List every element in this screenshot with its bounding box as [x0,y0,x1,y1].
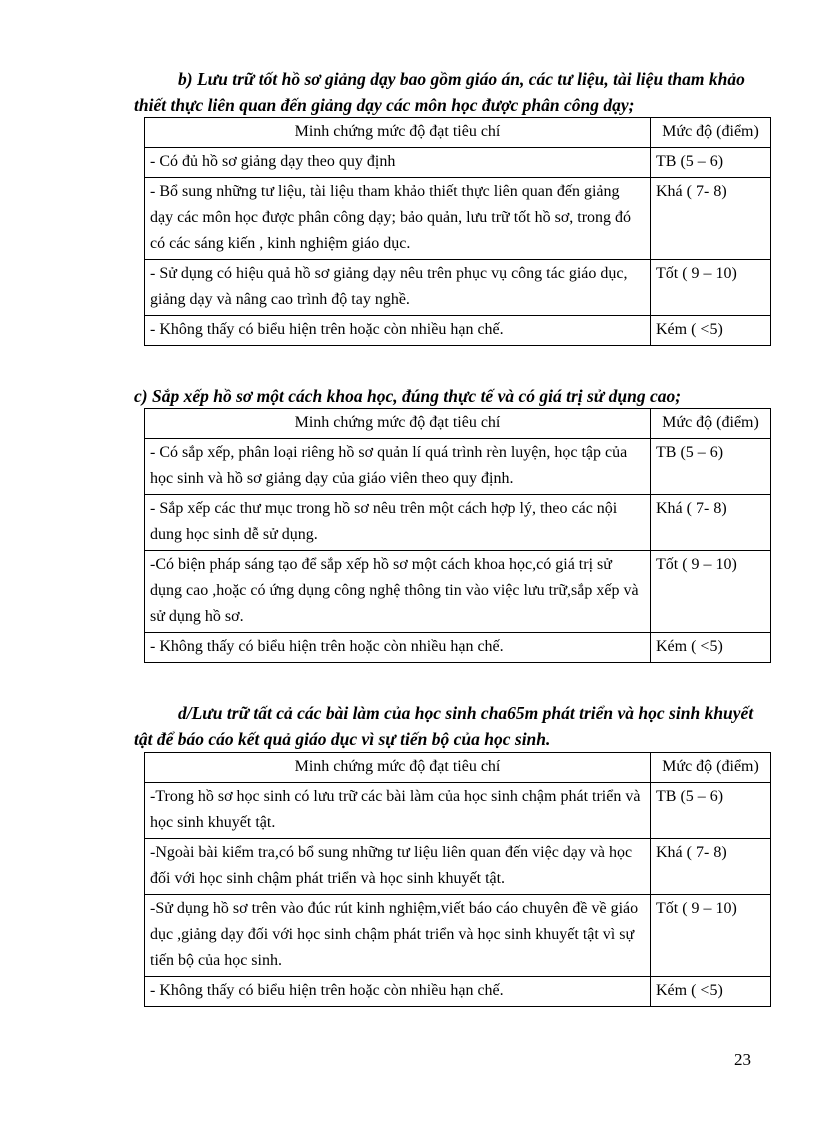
table-row [145,495,771,551]
table-row [145,977,771,1007]
section-b-heading: b) Lưu trữ tốt hồ sơ giảng dạy bao gồm giáo án, các tư liệu, tài liệu tham khảo thiết thực liên quan đến giảng dạy các môn học được phân công dạy; [134,69,745,115]
criteria-cell: - Không thấy có biểu hiện trên hoặc còn nhiều hạn chế. [145,977,651,1007]
table-header-row [145,409,771,439]
criteria-cell: - Có sắp xếp, phân loại riêng hồ sơ quản lí quá trình rèn luyện, học tập của học sinh và hồ sơ giảng dạy của giáo viên theo quy định. [145,439,651,495]
level-cell: Khá ( 7- 8) [651,839,771,895]
criteria-cell: - Không thấy có biểu hiện trên hoặc còn nhiều hạn chế. [145,316,651,346]
table-row [145,633,771,663]
level-cell: Kém ( <5) [651,977,771,1007]
header-criteria: Minh chứng mức độ đạt tiêu chí [145,753,651,783]
level-cell: TB (5 – 6) [651,148,771,178]
table-row [145,895,771,977]
section-d-table [144,752,771,1007]
header-level: Mức độ (điểm) [651,409,771,439]
criteria-cell: - Không thấy có biểu hiện trên hoặc còn nhiều hạn chế. [145,633,651,663]
header-level: Mức độ (điểm) [651,753,771,783]
criteria-cell: -Ngoài bài kiểm tra,có bổ sung những tư liệu liên quan đến việc dạy và học đối với học sinh chậm phát triển và học sinh khuyết tật. [145,839,651,895]
section-d-heading: d/Lưu trữ tất cả các bài làm của học sinh cha65m phát triển và học sinh khuyết tật để báo cáo kết quả giáo dục vì sự tiến bộ của học sinh. [134,703,754,749]
level-cell: TB (5 – 6) [651,439,771,495]
level-cell: Kém ( <5) [651,316,771,346]
table-row [145,783,771,839]
section-b-table [144,117,771,346]
table-header-row [145,118,771,148]
level-cell: Kém ( <5) [651,633,771,663]
table-row [145,260,771,316]
criteria-cell: -Sử dụng hồ sơ trên vào đúc rút kinh nghiệm,viết báo cáo chuyên đề về giáo dục ,giảng dạy đối với học sinh chậm phát triển và học sinh khuyết tật vì sự tiến bộ của học sinh. [145,895,651,977]
table-row [145,839,771,895]
table-header-row [145,753,771,783]
table-row [145,551,771,633]
section-c-table [144,408,771,663]
criteria-cell: -Trong hồ sơ học sinh có lưu trữ các bài làm của học sinh chậm phát triển và học sinh khuyết tật. [145,783,651,839]
criteria-cell: - Sử dụng có hiệu quả hồ sơ giảng dạy nêu trên phục vụ công tác giáo dục, giảng dạy và nâng cao trình độ tay nghề. [145,260,651,316]
table-row [145,439,771,495]
header-level: Mức độ (điểm) [651,118,771,148]
header-criteria: Minh chứng mức độ đạt tiêu chí [145,409,651,439]
level-cell: Tốt ( 9 – 10) [651,895,771,977]
table-row [145,316,771,346]
section-c-heading: c) Sắp xếp hồ sơ một cách khoa học, đúng thực tế và có giá trị sử dụng cao; [134,386,682,406]
level-cell: Tốt ( 9 – 10) [651,260,771,316]
table-row [145,148,771,178]
level-cell: TB (5 – 6) [651,783,771,839]
level-cell: Khá ( 7- 8) [651,178,771,260]
criteria-cell: -Có biện pháp sáng tạo để sắp xếp hồ sơ một cách khoa học,có giá trị sử dụng cao ,hoặc có ứng dụng công nghệ thông tin vào việc lưu trữ,sắp xếp và sử dụng hồ sơ. [145,551,651,633]
criteria-cell: - Có đủ hồ sơ giảng dạy theo quy định [145,148,651,178]
criteria-cell: - Bổ sung những tư liệu, tài liệu tham khảo thiết thực liên quan đến giảng dạy các môn học được phân công dạy; bảo quản, lưu trữ tốt hồ sơ, trong đó có các sáng kiến , kinh nghiệm giáo dục. [145,178,651,260]
header-criteria: Minh chứng mức độ đạt tiêu chí [145,118,651,148]
table-row [145,178,771,260]
page-number: 23 [734,1050,751,1069]
level-cell: Tốt ( 9 – 10) [651,551,771,633]
level-cell: Khá ( 7- 8) [651,495,771,551]
criteria-cell: - Sắp xếp các thư mục trong hồ sơ nêu trên một cách hợp lý, theo các nội dung học sinh dễ sử dụng. [145,495,651,551]
